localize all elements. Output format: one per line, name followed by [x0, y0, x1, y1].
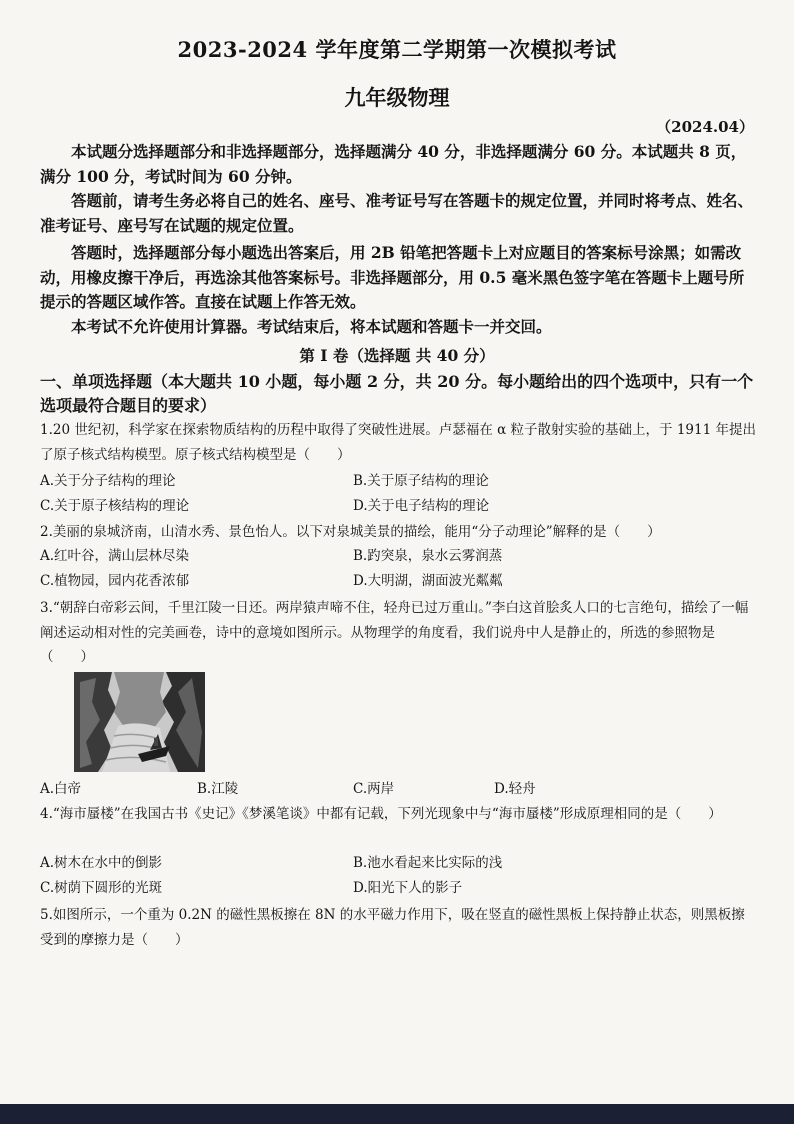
question-5-stem: 5.如图所示，一个重为 0.2N 的磁性黑板擦在 8N 的水平磁力作用下，吸在竖直的磁性黑板上保持静止状态，则黑板擦受到的摩擦力是（ ） — [40, 907, 745, 948]
option-a: A.关于分子结构的理论 — [40, 473, 176, 489]
question-4-options — [40, 878, 756, 898]
option-d: D.关于电子结构的理论 — [353, 498, 490, 514]
instruction-paragraph: 答题前，请考生务必将自己的姓名、座号、准考证号写在答题卡的规定位置，并同时将考点、姓名、准考证号、座号写在试题的规定位置。 — [40, 191, 754, 235]
option-c: C.关于原子核结构的理论 — [40, 498, 190, 514]
exam-title: 2023-2024 学年度第二学期第一次模拟考试 — [177, 37, 617, 62]
instruction-paragraph: 答题时，选择题部分每小题选出答案后，用 2B 铅笔把答题卡上对应题目的答案标号涂黑；如需改动，用橡皮擦干净后，再选涂其他答案标号。非选择题部分，用 0.5 毫米黑色签字笔在答题卡上题号所提示的答题区域作答。直接在试题上作答无效。 — [40, 243, 745, 311]
scan-edge-bar — [0, 1104, 794, 1124]
part-title: 一、单项选择题（本大题共 10 小题，每小题 2 分，共 20 分。每小题给出的四个选项中，只有一个选项最符合题目的要求） — [40, 372, 754, 415]
option-a: A.红叶谷，满山层林尽染 — [40, 548, 190, 564]
option-c: C.两岸 — [353, 781, 395, 797]
poem-illustration — [74, 672, 205, 772]
question-1-options — [40, 471, 756, 491]
option-c: C.植物园，园内花香浓郁 — [40, 573, 190, 589]
option-c: C.树荫下圆形的光斑 — [40, 880, 163, 896]
option-a: A.树木在水中的倒影 — [40, 855, 163, 871]
question-4-options — [40, 853, 756, 873]
option-b: B.江陵 — [197, 781, 239, 797]
option-d: D.大明湖，湖面波光粼粼 — [353, 573, 503, 589]
exam-subject: 九年级物理 — [344, 85, 450, 110]
option-b: B.趵突泉，泉水云雾润蒸 — [353, 548, 503, 564]
option-b: B.关于原子结构的理论 — [353, 473, 489, 489]
option-d: D.轻舟 — [494, 781, 536, 797]
question-3-stem: 3.“朝辞白帝彩云间，千里江陵一日还。两岸猿声啼不住，轻舟已过万重山。”李白这首脍炙人口的七言绝句，描绘了一幅阐述运动相对性的完美画卷，诗中的意境如图所示。从物理学的角度看，我们说舟中人是静止的，所选的参照物是（ ） — [40, 600, 749, 665]
question-2-stem: 2.美丽的泉城济南，山清水秀、景色怡人。以下对泉城美景的描绘，能用“分子动理论”解释的是（ ） — [40, 524, 661, 540]
question-1-options — [40, 496, 756, 516]
option-b: B.池水看起来比实际的浅 — [353, 855, 503, 871]
question-2-options — [40, 546, 756, 566]
section-title: 第 I 卷（选择题 共 40 分） — [299, 346, 495, 365]
option-d: D.阳光下人的影子 — [353, 880, 463, 896]
boat-gorge-image — [74, 672, 205, 772]
question-2-options — [40, 571, 756, 591]
question-1-stem: 1.20 世纪初，科学家在探索物质结构的历程中取得了突破性进展。卢瑟福在 α 粒子散射实验的基础上，于 1911 年提出了原子核式结构模型。原子核式结构模型是（ ） — [40, 422, 756, 463]
exam-date: （2024.04） — [656, 118, 754, 136]
option-a: A.白帝 — [40, 781, 82, 797]
question-3-options — [40, 779, 756, 799]
instruction-paragraph: 本试题分选择题部分和非选择题部分，选择题满分 40 分，非选择题满分 60 分。本试题共 8 页，满分 100 分，考试时间为 60 分钟。 — [40, 142, 747, 186]
question-4-stem: 4.“海市蜃楼”在我国古书《史记》《梦溪笔谈》中都有记载，下列光现象中与“海市蜃楼”形成原理相同的是（ ） — [40, 806, 722, 822]
instruction-paragraph: 本考试不允许使用计算器。考试结束后，将本试题和答题卡一并交回。 — [71, 317, 552, 336]
